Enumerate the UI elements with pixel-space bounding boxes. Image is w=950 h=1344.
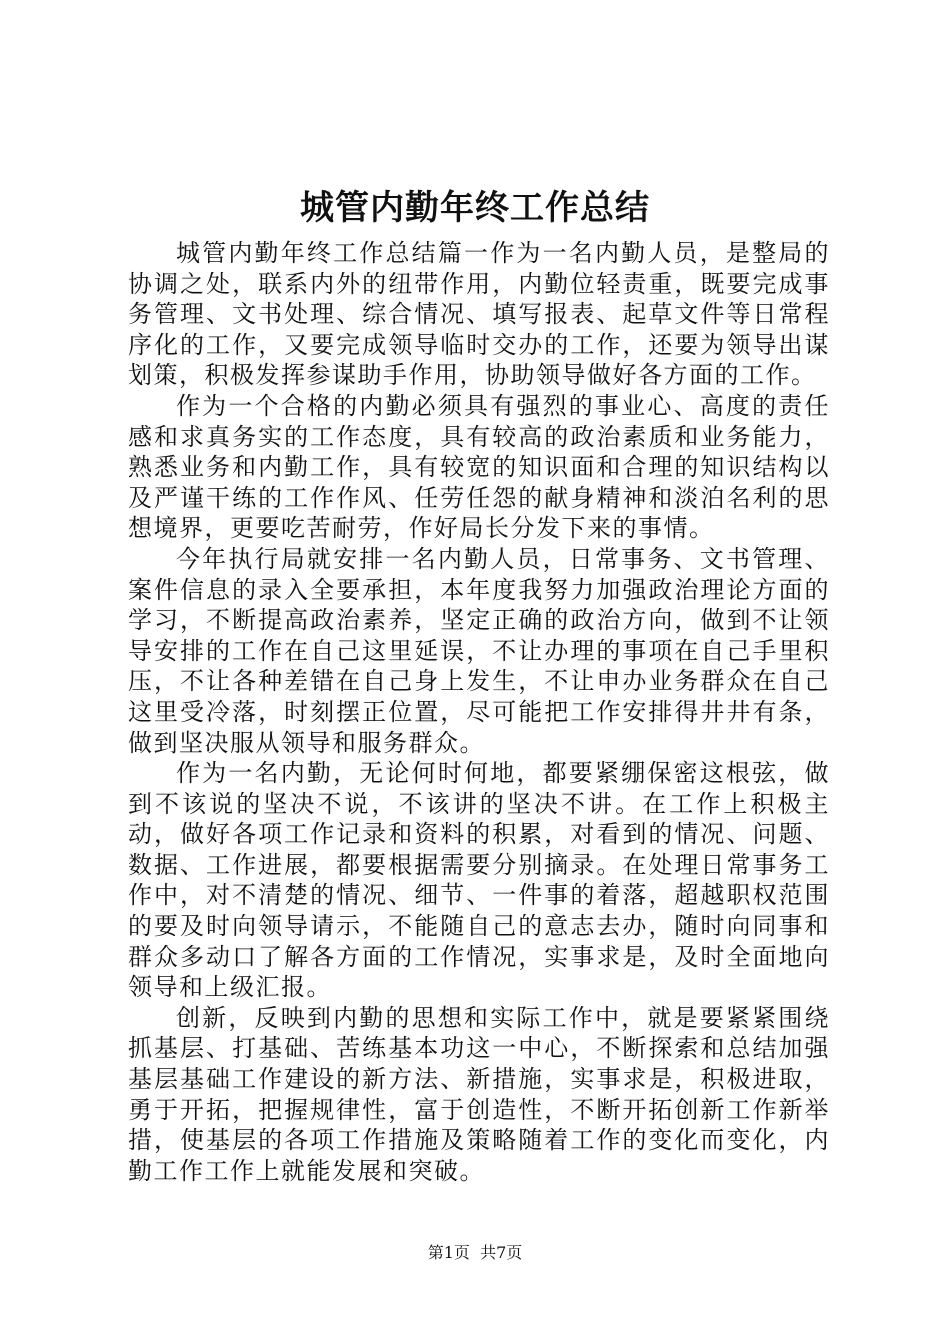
paragraph-4: 作为一名内勤，无论何时何地，都要紧绷保密这根弦，做到不该说的坚决不说，不该讲的坚决不讲。在工作上积极主动，做好各项工作记录和资料的积累，对看到的情况、问题、数据、工作进展，都要根据需要分别摘录。在处理日常事务工作中，对不清楚的情况、细节、一件事的着落，超越职权范围的要及时向领导请示，不能随自己的意志去办，随时向同事和群众多动口了解各方面的工作情况，实事求是，及时全面地向领导和上级汇报。 bbox=[128, 759, 830, 1002]
page-number: 第1页 共7页 bbox=[427, 1243, 523, 1262]
paragraph-2: 作为一个合格的内勤必须具有强烈的事业心、高度的责任感和求真务实的工作态度，具有较高的政治素质和业务能力，熟悉业务和内勤工作，具有较宽的知识面和合理的知识结构以及严谨干练的工作作风、任劳任怨的献身精神和淡泊名利的思想境界，更要吃苦耐劳，作好局长分发下来的事情。 bbox=[128, 391, 830, 543]
paragraph-3: 今年执行局就安排一名内勤人员，日常事务、文书管理、案件信息的录入全要承担，本年度我努力加强政治理论方面的学习，不断提高政治素养，坚定正确的政治方向，做到不让领导安排的工作在自己这里延误，不让办理的事项在自己手里积压，不让各种差错在自己身上发生，不让申办业务群众在自己这里受冷落，时刻摆正位置，尽可能把工作安排得井井有条，做到坚决服从领导和服务群众。 bbox=[128, 544, 830, 757]
document-body bbox=[128, 238, 830, 1186]
paragraph-1: 城管内勤年终工作总结篇一作为一名内勤人员，是整局的协调之处，联系内外的纽带作用，内勤位轻责重，既要完成事务管理、文书处理、综合情况、填写报表、起草文件等日常程序化的工作，又要完成领导临时交办的工作，还要为领导出谋划策，积极发挥参谋助手作用，协助领导做好各方面的工作。 bbox=[128, 239, 830, 390]
paragraph-5: 创新，反映到内勤的思想和实际工作中，就是要紧紧围绕抓基层、打基础、苦练基本功这一中心，不断探索和总结加强基层基础工作建设的新方法、新措施，实事求是，积极进取，勇于开拓，把握规律性，富于创造性，不断开拓创新工作新举措，使基层的各项工作措施及策略随着工作的变化而变化，内勤工作工作上就能发展和突破。 bbox=[128, 1003, 830, 1185]
page-title: 城管内勤年终工作总结 bbox=[300, 188, 650, 228]
page-footer bbox=[0, 1243, 950, 1263]
